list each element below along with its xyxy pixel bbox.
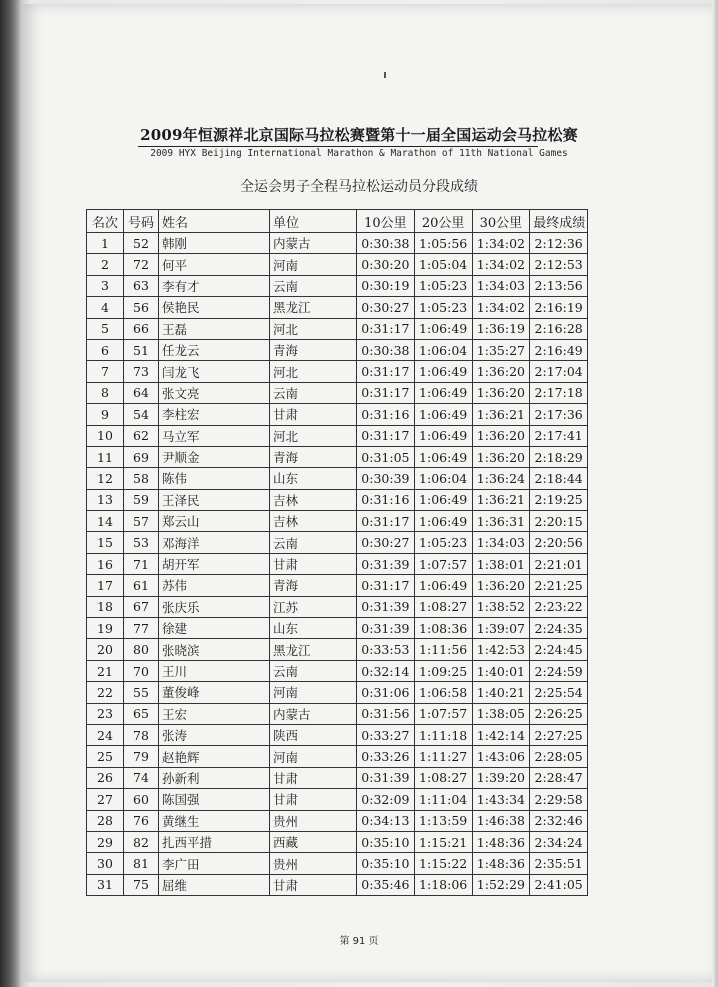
cell-unit: 云南 xyxy=(270,532,357,553)
cell-rank: 25 xyxy=(87,746,124,767)
cell-split-10k: 0:33:27 xyxy=(357,724,415,745)
cell-split-10k: 0:35:10 xyxy=(357,831,415,852)
table-row xyxy=(87,275,588,296)
cell-bib: 79 xyxy=(124,746,159,767)
cell-rank: 2 xyxy=(87,254,124,275)
cell-name: 徐建 xyxy=(159,618,270,639)
column-header-final: 最终成绩 xyxy=(530,210,588,233)
cell-name: 张涛 xyxy=(159,724,270,745)
cell-name: 王泽民 xyxy=(159,489,270,510)
cell-final-time: 2:12:36 xyxy=(530,233,588,254)
cell-bib: 58 xyxy=(124,468,159,489)
cell-split-10k: 0:34:13 xyxy=(357,810,415,831)
table-row xyxy=(87,660,588,681)
table-row xyxy=(87,874,588,895)
cell-split-30k: 1:36:20 xyxy=(472,425,530,446)
cell-name: 陈伟 xyxy=(159,468,270,489)
cell-unit: 山东 xyxy=(270,618,357,639)
cell-unit: 青海 xyxy=(270,339,357,360)
cell-bib: 56 xyxy=(124,297,159,318)
cell-split-10k: 0:31:39 xyxy=(357,618,415,639)
cell-split-20k: 1:06:49 xyxy=(414,446,472,467)
cell-split-30k: 1:38:05 xyxy=(472,703,530,724)
cell-split-20k: 1:11:04 xyxy=(414,789,472,810)
cell-final-time: 2:21:01 xyxy=(530,553,588,574)
cell-bib: 53 xyxy=(124,532,159,553)
cell-rank: 23 xyxy=(87,703,124,724)
cell-split-10k: 0:32:09 xyxy=(357,789,415,810)
cell-split-30k: 1:34:02 xyxy=(472,254,530,275)
cell-unit: 云南 xyxy=(270,382,357,403)
cell-name: 陈国强 xyxy=(159,789,270,810)
cell-final-time: 2:23:22 xyxy=(530,596,588,617)
cell-name: 赵艳辉 xyxy=(159,746,270,767)
table-row xyxy=(87,339,588,360)
cell-bib: 72 xyxy=(124,254,159,275)
cell-rank: 9 xyxy=(87,404,124,425)
cell-rank: 7 xyxy=(87,361,124,382)
cell-name: 邓海洋 xyxy=(159,532,270,553)
column-header-rank: 名次 xyxy=(87,210,124,233)
cell-final-time: 2:29:58 xyxy=(530,789,588,810)
cell-rank: 5 xyxy=(87,318,124,339)
cell-split-30k: 1:34:03 xyxy=(472,275,530,296)
cell-final-time: 2:17:18 xyxy=(530,382,588,403)
cell-split-20k: 1:05:23 xyxy=(414,532,472,553)
cell-bib: 76 xyxy=(124,810,159,831)
cell-unit: 西藏 xyxy=(270,831,357,852)
cell-name: 任龙云 xyxy=(159,339,270,360)
cell-final-time: 2:16:28 xyxy=(530,318,588,339)
cell-name: 黄继生 xyxy=(159,810,270,831)
cell-split-10k: 0:31:17 xyxy=(357,575,415,596)
cell-bib: 74 xyxy=(124,767,159,788)
cell-split-30k: 1:42:53 xyxy=(472,639,530,660)
cell-split-30k: 1:36:24 xyxy=(472,468,530,489)
table-row xyxy=(87,724,588,745)
table-body xyxy=(87,233,588,896)
cell-name: 张庆乐 xyxy=(159,596,270,617)
cell-split-10k: 0:30:39 xyxy=(357,468,415,489)
table-row xyxy=(87,831,588,852)
table-row xyxy=(87,767,588,788)
cell-rank: 10 xyxy=(87,425,124,446)
cell-split-20k: 1:06:49 xyxy=(414,489,472,510)
title-divider xyxy=(138,146,538,147)
cell-name: 张晓滨 xyxy=(159,639,270,660)
cell-bib: 65 xyxy=(124,703,159,724)
cell-name: 马立军 xyxy=(159,425,270,446)
table-row xyxy=(87,254,588,275)
cell-final-time: 2:41:05 xyxy=(530,874,588,895)
cell-split-30k: 1:34:02 xyxy=(472,233,530,254)
cell-final-time: 2:21:25 xyxy=(530,575,588,596)
cell-split-30k: 1:36:31 xyxy=(472,511,530,532)
cell-unit: 云南 xyxy=(270,275,357,296)
cell-split-10k: 0:31:16 xyxy=(357,489,415,510)
column-header-name: 姓名 xyxy=(159,210,270,233)
table-row xyxy=(87,618,588,639)
cell-final-time: 2:28:47 xyxy=(530,767,588,788)
cell-rank: 18 xyxy=(87,596,124,617)
cell-split-30k: 1:34:02 xyxy=(472,297,530,318)
column-header-bib: 号码 xyxy=(124,210,159,233)
cell-split-10k: 0:31:56 xyxy=(357,703,415,724)
cell-bib: 66 xyxy=(124,318,159,339)
column-header-10k: 10公里 xyxy=(357,210,415,233)
cell-split-20k: 1:06:49 xyxy=(414,318,472,339)
cell-unit: 云南 xyxy=(270,660,357,681)
cell-split-20k: 1:05:56 xyxy=(414,233,472,254)
cell-bib: 52 xyxy=(124,233,159,254)
cell-split-20k: 1:08:27 xyxy=(414,596,472,617)
cell-split-30k: 1:36:20 xyxy=(472,575,530,596)
cell-name: 王宏 xyxy=(159,703,270,724)
cell-split-30k: 1:46:38 xyxy=(472,810,530,831)
table-row xyxy=(87,489,588,510)
cell-bib: 80 xyxy=(124,639,159,660)
table-row xyxy=(87,789,588,810)
cell-split-10k: 0:31:17 xyxy=(357,511,415,532)
cell-bib: 70 xyxy=(124,660,159,681)
cell-rank: 31 xyxy=(87,874,124,895)
cell-rank: 24 xyxy=(87,724,124,745)
cell-split-10k: 0:30:38 xyxy=(357,233,415,254)
table-row xyxy=(87,382,588,403)
cell-split-20k: 1:18:06 xyxy=(414,874,472,895)
cell-final-time: 2:34:24 xyxy=(530,831,588,852)
cell-split-20k: 1:05:23 xyxy=(414,275,472,296)
cell-split-30k: 1:36:20 xyxy=(472,446,530,467)
table-row xyxy=(87,532,588,553)
cell-rank: 20 xyxy=(87,639,124,660)
cell-unit: 内蒙古 xyxy=(270,233,357,254)
table-row xyxy=(87,511,588,532)
cell-split-10k: 0:31:39 xyxy=(357,553,415,574)
cell-bib: 62 xyxy=(124,425,159,446)
cell-final-time: 2:19:25 xyxy=(530,489,588,510)
cell-name: 李柱宏 xyxy=(159,404,270,425)
cell-rank: 1 xyxy=(87,233,124,254)
document-title-english: 2009 HYX Beijing International Marathon & Marathon of 11th National Games xyxy=(150,148,568,159)
cell-name: 王磊 xyxy=(159,318,270,339)
cell-name: 胡开军 xyxy=(159,553,270,574)
cell-split-10k: 0:30:27 xyxy=(357,532,415,553)
cell-split-30k: 1:36:21 xyxy=(472,489,530,510)
cell-split-10k: 0:31:39 xyxy=(357,596,415,617)
cell-bib: 73 xyxy=(124,361,159,382)
cell-rank: 11 xyxy=(87,446,124,467)
table-row xyxy=(87,553,588,574)
cell-rank: 22 xyxy=(87,682,124,703)
cell-unit: 陕西 xyxy=(270,724,357,745)
cell-split-20k: 1:06:49 xyxy=(414,575,472,596)
cell-split-20k: 1:07:57 xyxy=(414,553,472,574)
cell-name: 苏伟 xyxy=(159,575,270,596)
cell-bib: 77 xyxy=(124,618,159,639)
cell-final-time: 2:18:29 xyxy=(530,446,588,467)
cell-split-10k: 0:30:38 xyxy=(357,339,415,360)
cell-split-20k: 1:11:27 xyxy=(414,746,472,767)
cell-split-10k: 0:30:20 xyxy=(357,254,415,275)
cell-split-10k: 0:35:46 xyxy=(357,874,415,895)
cell-split-30k: 1:36:20 xyxy=(472,382,530,403)
cell-name: 尹顺金 xyxy=(159,446,270,467)
cell-unit: 江苏 xyxy=(270,596,357,617)
cell-unit: 河北 xyxy=(270,361,357,382)
cell-name: 屈维 xyxy=(159,874,270,895)
cell-name: 李广田 xyxy=(159,853,270,874)
cell-unit: 河南 xyxy=(270,746,357,767)
cell-name: 张文亮 xyxy=(159,382,270,403)
cell-unit: 黑龙江 xyxy=(270,639,357,660)
cell-rank: 3 xyxy=(87,275,124,296)
cell-split-10k: 0:30:27 xyxy=(357,297,415,318)
cell-unit: 青海 xyxy=(270,575,357,596)
cell-bib: 60 xyxy=(124,789,159,810)
cell-split-20k: 1:05:23 xyxy=(414,297,472,318)
cell-rank: 28 xyxy=(87,810,124,831)
cell-final-time: 2:20:15 xyxy=(530,511,588,532)
cell-bib: 75 xyxy=(124,874,159,895)
cell-split-30k: 1:35:27 xyxy=(472,339,530,360)
cell-final-time: 2:27:25 xyxy=(530,724,588,745)
cell-unit: 吉林 xyxy=(270,511,357,532)
cell-split-20k: 1:06:49 xyxy=(414,404,472,425)
cell-bib: 59 xyxy=(124,489,159,510)
cell-final-time: 2:25:54 xyxy=(530,682,588,703)
table-header-row xyxy=(87,210,588,233)
cell-unit: 贵州 xyxy=(270,853,357,874)
cell-bib: 51 xyxy=(124,339,159,360)
table-row xyxy=(87,446,588,467)
cell-bib: 64 xyxy=(124,382,159,403)
cell-name: 闫龙飞 xyxy=(159,361,270,382)
cell-rank: 21 xyxy=(87,660,124,681)
cell-final-time: 2:18:44 xyxy=(530,468,588,489)
cell-split-10k: 0:31:05 xyxy=(357,446,415,467)
cell-unit: 甘肃 xyxy=(270,874,357,895)
cell-rank: 14 xyxy=(87,511,124,532)
cell-final-time: 2:24:45 xyxy=(530,639,588,660)
table-row xyxy=(87,682,588,703)
cell-split-20k: 1:15:22 xyxy=(414,853,472,874)
scan-speck xyxy=(384,72,386,78)
cell-name: 孙新利 xyxy=(159,767,270,788)
cell-split-10k: 0:31:17 xyxy=(357,318,415,339)
column-header-20k: 20公里 xyxy=(414,210,472,233)
cell-split-20k: 1:06:49 xyxy=(414,361,472,382)
cell-rank: 17 xyxy=(87,575,124,596)
cell-split-20k: 1:11:56 xyxy=(414,639,472,660)
cell-final-time: 2:32:46 xyxy=(530,810,588,831)
table-row xyxy=(87,639,588,660)
cell-rank: 6 xyxy=(87,339,124,360)
cell-unit: 甘肃 xyxy=(270,789,357,810)
column-header-unit: 单位 xyxy=(270,210,357,233)
cell-split-30k: 1:36:21 xyxy=(472,404,530,425)
cell-split-20k: 1:06:58 xyxy=(414,682,472,703)
cell-split-30k: 1:34:03 xyxy=(472,532,530,553)
cell-final-time: 2:28:05 xyxy=(530,746,588,767)
cell-split-20k: 1:06:49 xyxy=(414,511,472,532)
cell-name: 王川 xyxy=(159,660,270,681)
cell-bib: 57 xyxy=(124,511,159,532)
cell-unit: 甘肃 xyxy=(270,404,357,425)
table-row xyxy=(87,853,588,874)
cell-unit: 河南 xyxy=(270,254,357,275)
cell-split-30k: 1:39:07 xyxy=(472,618,530,639)
table-row xyxy=(87,297,588,318)
table-row xyxy=(87,318,588,339)
cell-split-20k: 1:11:18 xyxy=(414,724,472,745)
table-row xyxy=(87,810,588,831)
cell-split-30k: 1:48:36 xyxy=(472,831,530,852)
cell-bib: 71 xyxy=(124,553,159,574)
cell-split-30k: 1:36:20 xyxy=(472,361,530,382)
cell-name: 侯艳民 xyxy=(159,297,270,318)
cell-unit: 甘肃 xyxy=(270,553,357,574)
cell-final-time: 2:17:36 xyxy=(530,404,588,425)
cell-split-30k: 1:38:52 xyxy=(472,596,530,617)
cell-rank: 30 xyxy=(87,853,124,874)
cell-split-10k: 0:33:26 xyxy=(357,746,415,767)
document-title: 2009年恒源祥北京国际马拉松赛暨第十一届全国运动会马拉松赛 xyxy=(140,126,578,144)
cell-final-time: 2:12:53 xyxy=(530,254,588,275)
cell-split-10k: 0:31:17 xyxy=(357,382,415,403)
cell-unit: 甘肃 xyxy=(270,767,357,788)
cell-rank: 4 xyxy=(87,297,124,318)
cell-split-20k: 1:06:49 xyxy=(414,382,472,403)
cell-rank: 29 xyxy=(87,831,124,852)
cell-rank: 8 xyxy=(87,382,124,403)
cell-split-20k: 1:06:04 xyxy=(414,468,472,489)
cell-unit: 河南 xyxy=(270,682,357,703)
cell-bib: 82 xyxy=(124,831,159,852)
cell-final-time: 2:26:25 xyxy=(530,703,588,724)
cell-split-30k: 1:52:29 xyxy=(472,874,530,895)
cell-split-10k: 0:31:39 xyxy=(357,767,415,788)
cell-unit: 河北 xyxy=(270,425,357,446)
cell-rank: 27 xyxy=(87,789,124,810)
cell-split-10k: 0:30:19 xyxy=(357,275,415,296)
cell-split-10k: 0:31:06 xyxy=(357,682,415,703)
table-row xyxy=(87,468,588,489)
cell-unit: 贵州 xyxy=(270,810,357,831)
cell-name: 李有才 xyxy=(159,275,270,296)
cell-name: 董俊峰 xyxy=(159,682,270,703)
cell-split-30k: 1:40:01 xyxy=(472,660,530,681)
cell-split-30k: 1:48:36 xyxy=(472,853,530,874)
cell-split-20k: 1:13:59 xyxy=(414,810,472,831)
cell-unit: 青海 xyxy=(270,446,357,467)
cell-name: 何平 xyxy=(159,254,270,275)
cell-split-10k: 0:31:17 xyxy=(357,361,415,382)
cell-split-30k: 1:43:06 xyxy=(472,746,530,767)
cell-unit: 内蒙古 xyxy=(270,703,357,724)
table-row xyxy=(87,575,588,596)
cell-rank: 26 xyxy=(87,767,124,788)
table-caption: 全运会男子全程马拉松运动员分段成绩 xyxy=(240,179,478,195)
cell-rank: 15 xyxy=(87,532,124,553)
table-row xyxy=(87,404,588,425)
table-row xyxy=(87,361,588,382)
cell-final-time: 2:24:59 xyxy=(530,660,588,681)
cell-split-20k: 1:15:21 xyxy=(414,831,472,852)
cell-bib: 67 xyxy=(124,596,159,617)
cell-split-20k: 1:08:36 xyxy=(414,618,472,639)
cell-final-time: 2:35:51 xyxy=(530,853,588,874)
cell-final-time: 2:17:04 xyxy=(530,361,588,382)
cell-split-10k: 0:35:10 xyxy=(357,853,415,874)
cell-final-time: 2:16:49 xyxy=(530,339,588,360)
cell-final-time: 2:17:41 xyxy=(530,425,588,446)
cell-split-30k: 1:43:34 xyxy=(472,789,530,810)
cell-split-30k: 1:39:20 xyxy=(472,767,530,788)
page-number: 第 91 页 xyxy=(339,936,379,947)
cell-split-20k: 1:07:57 xyxy=(414,703,472,724)
cell-split-30k: 1:40:21 xyxy=(472,682,530,703)
cell-split-30k: 1:38:01 xyxy=(472,553,530,574)
cell-final-time: 2:20:56 xyxy=(530,532,588,553)
column-header-30k: 30公里 xyxy=(472,210,530,233)
cell-bib: 63 xyxy=(124,275,159,296)
cell-split-10k: 0:31:17 xyxy=(357,425,415,446)
cell-rank: 12 xyxy=(87,468,124,489)
cell-split-20k: 1:08:27 xyxy=(414,767,472,788)
cell-unit: 山东 xyxy=(270,468,357,489)
table-row xyxy=(87,233,588,254)
cell-split-10k: 0:33:53 xyxy=(357,639,415,660)
cell-unit: 黑龙江 xyxy=(270,297,357,318)
cell-rank: 19 xyxy=(87,618,124,639)
cell-bib: 69 xyxy=(124,446,159,467)
results-table xyxy=(86,209,588,896)
table-row xyxy=(87,425,588,446)
cell-name: 韩刚 xyxy=(159,233,270,254)
cell-final-time: 2:13:56 xyxy=(530,275,588,296)
cell-split-30k: 1:36:19 xyxy=(472,318,530,339)
cell-name: 郑云山 xyxy=(159,511,270,532)
cell-split-10k: 0:31:16 xyxy=(357,404,415,425)
cell-bib: 54 xyxy=(124,404,159,425)
table-row xyxy=(87,746,588,767)
cell-split-20k: 1:05:04 xyxy=(414,254,472,275)
cell-split-10k: 0:32:14 xyxy=(357,660,415,681)
cell-final-time: 2:24:35 xyxy=(530,618,588,639)
cell-split-20k: 1:06:49 xyxy=(414,425,472,446)
cell-rank: 16 xyxy=(87,553,124,574)
cell-split-20k: 1:06:04 xyxy=(414,339,472,360)
table-row xyxy=(87,703,588,724)
cell-unit: 河北 xyxy=(270,318,357,339)
cell-split-30k: 1:42:14 xyxy=(472,724,530,745)
cell-bib: 61 xyxy=(124,575,159,596)
cell-rank: 13 xyxy=(87,489,124,510)
cell-final-time: 2:16:19 xyxy=(530,297,588,318)
cell-name: 扎西平措 xyxy=(159,831,270,852)
cell-unit: 吉林 xyxy=(270,489,357,510)
cell-split-20k: 1:09:25 xyxy=(414,660,472,681)
cell-bib: 81 xyxy=(124,853,159,874)
cell-bib: 78 xyxy=(124,724,159,745)
table-row xyxy=(87,596,588,617)
cell-bib: 55 xyxy=(124,682,159,703)
